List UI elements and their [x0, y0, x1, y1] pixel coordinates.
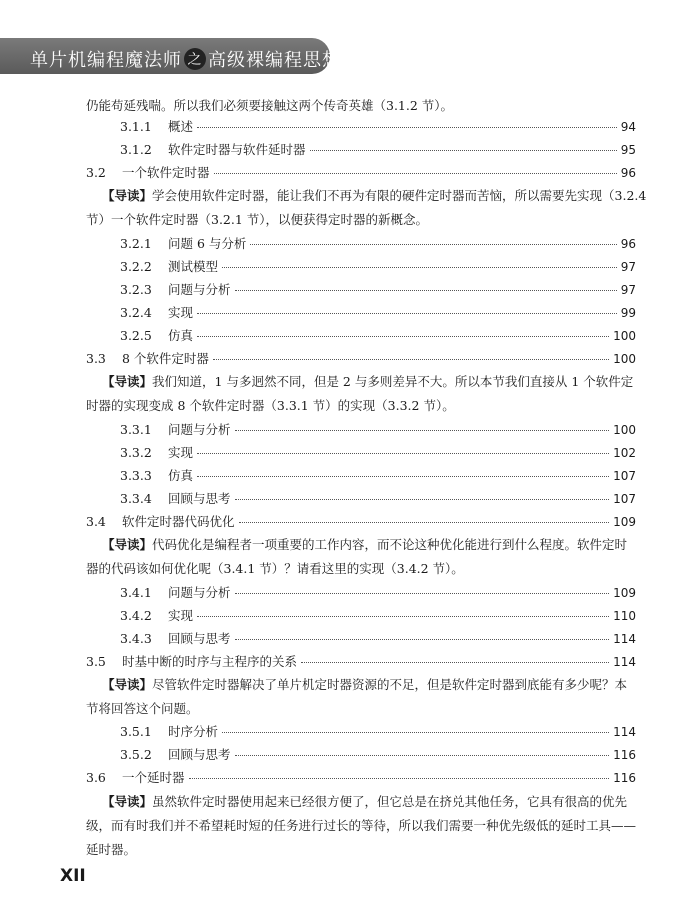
leader-dots — [197, 453, 609, 454]
entry-title: 回顾与思考 — [168, 631, 231, 646]
leader-dots — [197, 313, 617, 314]
section-title: 时基中断的时序与主程序的关系 — [122, 654, 298, 669]
entry-number: 3.3.1 — [120, 422, 152, 437]
section-number: 3.6 — [86, 770, 106, 785]
lead-paragraph — [102, 675, 627, 693]
toc-entry[interactable] — [120, 117, 636, 135]
entry-page: 109 — [613, 586, 636, 600]
toc-entry[interactable] — [120, 443, 636, 461]
book-title-part1: 单片机编程魔法师 — [30, 50, 182, 71]
leader-dots — [197, 127, 617, 128]
lead-tag: 【导读】 — [102, 794, 153, 809]
toc-entry[interactable] — [120, 489, 636, 507]
lead-tag: 【导读】 — [102, 188, 153, 203]
toc-entry[interactable] — [120, 466, 636, 484]
leader-dots — [235, 290, 617, 291]
entry-page: 110 — [613, 609, 636, 623]
leader-dots — [197, 476, 609, 477]
entry-number: 3.4.2 — [120, 608, 152, 623]
entry-number: 3.1.1 — [120, 119, 152, 134]
lead-tag: 【导读】 — [102, 677, 153, 692]
entry-number: 3.3.4 — [120, 491, 152, 506]
entry-title: 概述 — [168, 119, 194, 134]
entry-title: 实现 — [168, 445, 194, 460]
entry-page: 107 — [613, 469, 636, 483]
toc-section[interactable] — [86, 512, 636, 530]
entry-number: 3.2.4 — [120, 305, 152, 320]
toc-entry[interactable] — [120, 629, 636, 647]
lead-text: 节将回答这个问题。 — [86, 701, 199, 716]
section-page: 96 — [620, 166, 636, 180]
toc-entry[interactable] — [120, 257, 636, 275]
section-page: 114 — [613, 655, 636, 669]
section-number: 3.3 — [86, 351, 106, 366]
entry-title: 仿真 — [168, 328, 194, 343]
toc-entry[interactable] — [120, 722, 636, 740]
toc-section[interactable] — [86, 652, 636, 670]
toc-entry[interactable] — [120, 234, 636, 252]
lead-tag: 【导读】 — [102, 374, 153, 389]
entry-number: 3.2.3 — [120, 282, 152, 297]
leader-dots — [197, 616, 609, 617]
entry-page: 100 — [613, 329, 636, 343]
entry-number: 3.2.1 — [120, 236, 152, 251]
entry-title: 实现 — [168, 608, 194, 623]
book-title-part2: 高级裸编程思想 — [208, 50, 341, 71]
section-title: 一个延时器 — [122, 770, 185, 785]
leader-dots — [235, 430, 610, 431]
section-title: 8 个软件定时器 — [122, 351, 209, 366]
leader-dots — [214, 173, 617, 174]
entry-number: 3.5.1 — [120, 724, 152, 739]
zhi-badge-icon: 之 — [184, 48, 206, 70]
entry-title: 仿真 — [168, 468, 194, 483]
lead-paragraph — [102, 792, 627, 810]
entry-page: 99 — [620, 306, 636, 320]
lead-paragraph — [102, 186, 646, 204]
toc-entry[interactable] — [120, 326, 636, 344]
entry-number: 3.4.1 — [120, 585, 152, 600]
entry-title: 软件定时器与软件延时器 — [168, 142, 306, 157]
entry-title: 问题 6 与分析 — [168, 236, 247, 251]
entry-number: 3.4.3 — [120, 631, 152, 646]
entry-page: 114 — [613, 632, 636, 646]
leader-dots — [235, 639, 610, 640]
section-page: 109 — [613, 515, 636, 529]
entry-page: 107 — [613, 492, 636, 506]
entry-number: 3.2.2 — [120, 259, 152, 274]
toc-entry[interactable] — [120, 606, 636, 624]
entry-number: 3.3.3 — [120, 468, 152, 483]
lead-text: 我们知道，1 与多迥然不同，但是 2 与多则差异不大。所以本节我们直接从 1 个软件定 — [152, 374, 634, 389]
lead-text: 级，而有时我们并不希望耗时短的任务进行过长的等待，所以我们需要一种优先级低的延时工具—— — [86, 818, 637, 833]
section-title: 一个软件定时器 — [122, 165, 210, 180]
leader-dots — [310, 150, 617, 151]
page-number: XII — [60, 866, 86, 886]
intro-line: 仍能苟延残喘。所以我们必须要接触这两个传奇英雄（3.1.2 节）。 — [86, 98, 454, 113]
entry-page: 114 — [613, 725, 636, 739]
leader-dots — [250, 244, 616, 245]
section-number: 3.4 — [86, 514, 106, 529]
toc-section[interactable] — [86, 768, 636, 786]
entry-title: 问题与分析 — [168, 585, 231, 600]
entry-title: 问题与分析 — [168, 282, 231, 297]
entry-page: 96 — [620, 237, 636, 251]
entry-page: 97 — [620, 283, 636, 297]
entry-number: 3.5.2 — [120, 747, 152, 762]
lead-text: 节）一个软件定时器（3.2.1 节），以便获得定时器的新概念。 — [86, 212, 429, 227]
toc-entry[interactable] — [120, 303, 636, 321]
section-title: 软件定时器代码优化 — [122, 514, 235, 529]
entry-number: 3.3.2 — [120, 445, 152, 460]
leader-dots — [189, 778, 610, 779]
book-title — [30, 46, 341, 72]
lead-text: 器的代码该如何优化呢（3.4.1 节）？请看这里的实现（3.4.2 节）。 — [86, 561, 464, 576]
leader-dots — [239, 522, 610, 523]
entry-page: 100 — [613, 423, 636, 437]
leader-dots — [222, 267, 617, 268]
entry-number: 3.2.5 — [120, 328, 152, 343]
lead-paragraph — [102, 535, 627, 553]
leader-dots — [222, 732, 609, 733]
lead-text: 延时器。 — [86, 842, 137, 857]
lead-text: 学会使用软件定时器，能让我们不再为有限的硬件定时器而苦恼，所以需要先实现（3.2.4 — [152, 188, 647, 203]
entry-title: 时序分析 — [168, 724, 219, 739]
toc-entry[interactable] — [120, 420, 636, 438]
lead-text: 时器的实现变成 8 个软件定时器（3.3.1 节）的实现（3.3.2 节）。 — [86, 398, 455, 413]
lead-text: 尽管软件定时器解决了单片机定时器资源的不足，但是软件定时器到底能有多少呢？本 — [152, 677, 628, 692]
leader-dots — [235, 499, 610, 500]
section-page: 100 — [613, 352, 636, 366]
leader-dots — [235, 755, 610, 756]
entry-page: 95 — [620, 143, 636, 157]
section-number: 3.5 — [86, 654, 106, 669]
entry-title: 测试模型 — [168, 259, 219, 274]
lead-tag: 【导读】 — [102, 537, 153, 552]
entry-title: 问题与分析 — [168, 422, 231, 437]
entry-page: 102 — [613, 446, 636, 460]
entry-number: 3.1.2 — [120, 142, 152, 157]
lead-paragraph — [102, 372, 633, 390]
toc-section[interactable] — [86, 349, 636, 367]
toc-entry[interactable] — [120, 745, 636, 763]
entry-page: 94 — [620, 120, 636, 134]
toc-entry[interactable] — [120, 280, 636, 298]
leader-dots — [197, 336, 609, 337]
toc-entry[interactable] — [120, 583, 636, 601]
entry-page: 97 — [620, 260, 636, 274]
section-page: 116 — [613, 771, 636, 785]
toc-entry[interactable] — [120, 140, 636, 158]
entry-title: 回顾与思考 — [168, 747, 231, 762]
leader-dots — [213, 359, 609, 360]
toc-section[interactable] — [86, 163, 636, 181]
entry-title: 回顾与思考 — [168, 491, 231, 506]
leader-dots — [235, 593, 610, 594]
entry-page: 116 — [613, 748, 636, 762]
lead-text: 代码优化是编程者一项重要的工作内容，而不论这种优化能进行到什么程度。软件定时 — [152, 537, 628, 552]
lead-text: 虽然软件定时器使用起来已经很方便了，但它总是在挤兑其他任务，它具有很高的优先 — [152, 794, 628, 809]
entry-title: 实现 — [168, 305, 194, 320]
leader-dots — [301, 662, 609, 663]
section-number: 3.2 — [86, 165, 106, 180]
